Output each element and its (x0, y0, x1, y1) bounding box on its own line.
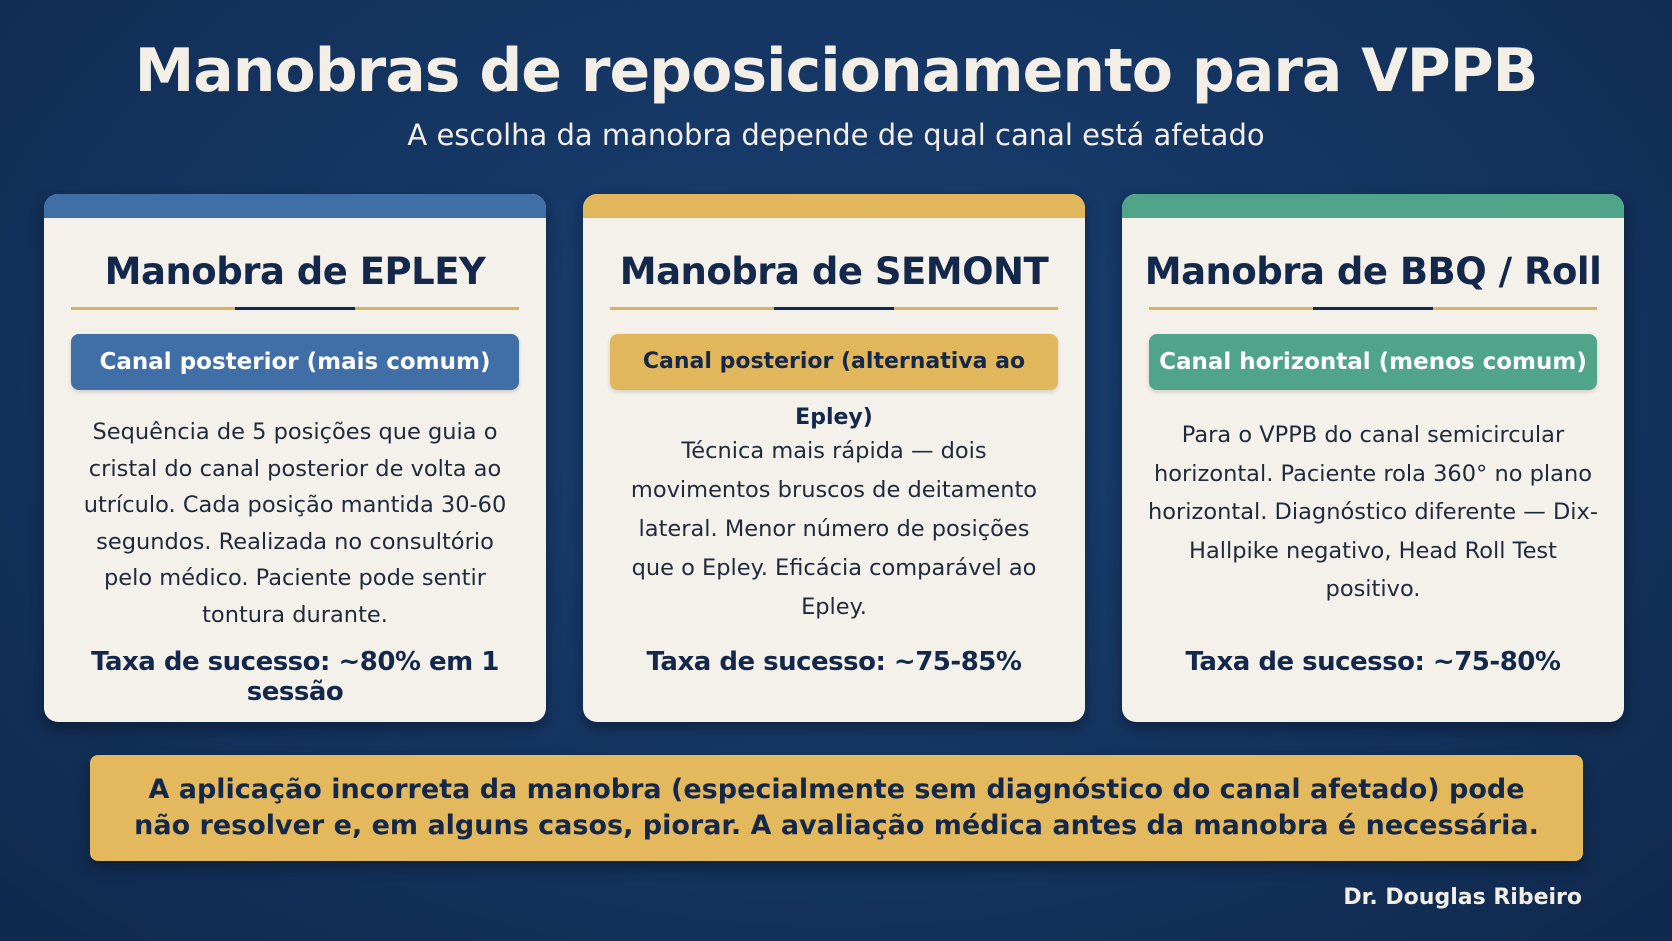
card-description: Para o VPPB do canal semicircular horizontal. Paciente rola 360° no plano horizontal. Diagnóstico diferente — Dix-Hallpike negativo, Head Roll Test positivo. (1148, 422, 1598, 602)
card-description: Técnica mais rápida — dois movimentos bruscos de deitamento lateral. Menor número de posições que o Epley. Eficácia comparável ao Epley. (630, 438, 1038, 620)
canal-badge: Canal horizontal (menos comum) (1149, 334, 1597, 390)
card-top-bar (44, 194, 546, 218)
success-rate: Taxa de sucesso: ~75-80% (1185, 647, 1561, 677)
card-epley (44, 194, 546, 722)
card-divider (1149, 307, 1597, 310)
card-title: Manobra de BBQ / Roll (1144, 250, 1602, 293)
success-rate: Taxa de sucesso: ~75-85% (646, 647, 1022, 677)
success-rate: Taxa de sucesso: ~80% em 1 sessão (91, 647, 499, 707)
warning-banner: A aplicação incorreta da manobra (especialmente sem diagnóstico do canal afetado) pode não resolver e, em alguns casos, piorar. A avaliação médica antes da manobra é necessária. (90, 755, 1583, 861)
card-semont (583, 194, 1085, 722)
card-title: Manobra de SEMONT (619, 250, 1049, 293)
canal-badge: Canal posterior (mais comum) (71, 334, 519, 390)
card-divider (71, 307, 519, 310)
card-top-bar (1122, 194, 1624, 218)
card-title: Manobra de EPLEY (104, 250, 486, 293)
page-subtitle: A escolha da manobra depende de qual canal está afetado (407, 118, 1265, 152)
card-divider (610, 307, 1058, 310)
canal-badge: Canal posterior (alternativa ao Epley) (610, 334, 1058, 390)
card-bbq-roll (1122, 194, 1624, 722)
card-description: Sequência de 5 posições que guia o cristal do canal posterior de volta ao utrículo. Cada posição mantida 30-60 segundos. Realizada no consultório pelo médico. Paciente pode sentir tontura durante. (83, 419, 507, 628)
page-title: Manobras de reposicionamento para VPPB (134, 36, 1538, 106)
card-top-bar (583, 194, 1085, 218)
author-signature: Dr. Douglas Ribeiro (1343, 885, 1582, 910)
